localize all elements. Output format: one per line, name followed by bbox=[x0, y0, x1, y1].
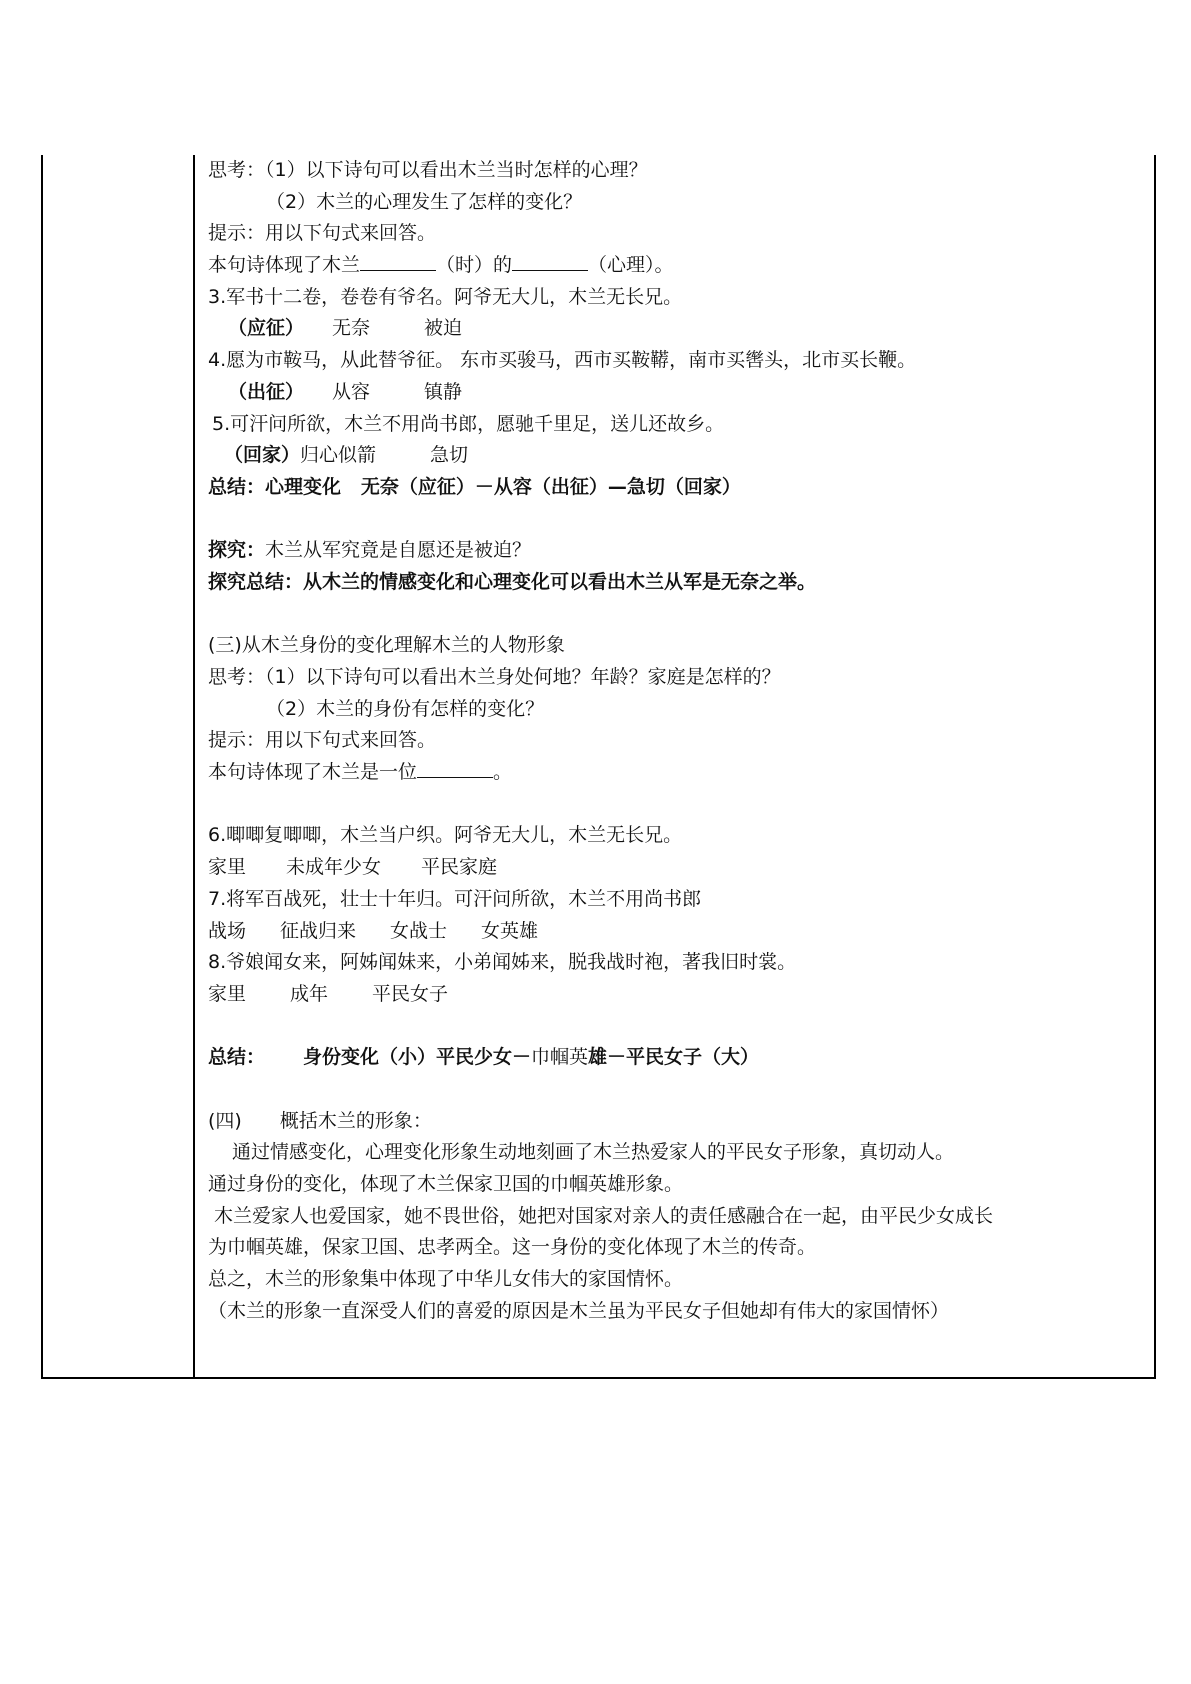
spacer bbox=[208, 504, 1144, 536]
conclusion-note: （木兰的形象一直深受人们的喜爱的原因是木兰虽为平民女子但她却有伟大的家国情怀） bbox=[208, 1299, 950, 1322]
document-table bbox=[41, 155, 1156, 1379]
answer-word: 女战士 bbox=[390, 919, 448, 942]
pattern-text-c: （心理）。 bbox=[588, 254, 674, 277]
conclusion-paragraph-3-cont: 为巾帼英雄，保家卫国、忠孝两全。这一身份的变化体现了木兰的传奇。 bbox=[208, 1236, 817, 1259]
answer-word: 家里 bbox=[208, 982, 247, 1005]
answer-line-6 bbox=[208, 852, 1144, 884]
sentence-pattern-1 bbox=[208, 250, 1144, 282]
explore-text: 木兰从军究竟是自愿还是被迫？ bbox=[265, 539, 532, 562]
pattern-text-e: 。 bbox=[493, 761, 513, 784]
poem-line-4: 4.愿为市鞍马，从此替爷征。 东市买骏马，西市买鞍鞯，南市买辔头，北市买长鞭。 bbox=[208, 349, 917, 372]
summary-text-b: 巾帼英 bbox=[531, 1046, 589, 1069]
fill-blank-mind bbox=[512, 250, 588, 271]
explore-question bbox=[208, 535, 1144, 567]
conclusion-paragraph-1: 通过情感变化，心理变化形象生动地刻画了木兰热爱家人的平民女子形象，真切动人。 bbox=[232, 1141, 955, 1164]
poem-line-6: 6.唧唧复唧唧，木兰当户织。阿爷无大儿，木兰无长兄。 bbox=[208, 824, 683, 847]
summary-text-a: 身份变化（小）平民少女－ bbox=[303, 1046, 532, 1069]
section-heading-3: (三)从木兰身份的变化理解木兰的人物形象 bbox=[208, 634, 565, 657]
lesson-content bbox=[208, 155, 1144, 1327]
section-heading-4 bbox=[208, 1106, 1144, 1138]
answer-word: 未成年少女 bbox=[286, 856, 382, 879]
column-divider bbox=[193, 155, 195, 1377]
pattern-text-b: （时）的 bbox=[436, 254, 513, 277]
answer-word: 镇静 bbox=[424, 380, 463, 403]
think-question-2: （2）木兰的心理发生了怎样的变化？ bbox=[266, 190, 583, 213]
conclusion-paragraph-4: 总之，木兰的形象集中体现了中华儿女伟大的家国情怀。 bbox=[208, 1268, 684, 1291]
answer-word: 女英雄 bbox=[481, 919, 539, 942]
answer-line-4 bbox=[208, 377, 1144, 409]
section-number: (四) bbox=[208, 1109, 242, 1132]
spacer bbox=[208, 599, 1144, 631]
poem-line-5: 5.可汗问所欲，木兰不用尚书郎，愿驰千里足，送儿还故乡。 bbox=[212, 412, 725, 435]
conclusion-paragraph-3: 木兰爱家人也爱国家，她不畏世俗，她把对国家对亲人的责任感融合在一起，由平民少女成长 bbox=[214, 1204, 994, 1227]
summary-mind-change: 总结：心理变化 无奈（应征）－从容（出征）—急切（回家） bbox=[208, 475, 741, 498]
stage-label-return: （回家） bbox=[224, 444, 301, 467]
answer-line-3 bbox=[208, 313, 1144, 345]
answer-word: 家里 bbox=[208, 856, 247, 879]
hint-line: 提示：用以下句式来回答。 bbox=[208, 222, 437, 245]
answer-word: 被迫 bbox=[424, 317, 463, 340]
answer-line-7 bbox=[208, 916, 1144, 948]
answer-line-5 bbox=[208, 440, 1144, 472]
answer-word: 战场 bbox=[208, 919, 247, 942]
fill-blank-identity bbox=[417, 757, 493, 778]
poem-line-3: 3.军书十二卷，卷卷有爷名。阿爷无大儿，木兰无长兄。 bbox=[208, 285, 683, 308]
spacer bbox=[208, 1074, 1144, 1106]
stage-label-depart: （出征） bbox=[228, 380, 305, 403]
explore-label: 探究： bbox=[208, 539, 266, 562]
hint-line-2: 提示：用以下句式来回答。 bbox=[208, 729, 437, 752]
spacer bbox=[208, 1011, 1144, 1043]
section-title: 概括木兰的形象： bbox=[279, 1109, 432, 1132]
answer-word: 平民女子 bbox=[372, 982, 449, 1005]
stage-label-enlist: （应征） bbox=[228, 317, 305, 340]
summary-identity-change bbox=[208, 1042, 1144, 1074]
summary-label: 总结： bbox=[208, 1046, 266, 1069]
sentence-pattern-2 bbox=[208, 757, 1144, 789]
think-question-1: 思考：（1）以下诗句可以看出木兰当时怎样的心理？ bbox=[208, 159, 648, 181]
answer-word: 平民家庭 bbox=[421, 856, 498, 879]
fill-blank-time bbox=[360, 250, 436, 271]
answer-word: 归心似箭 bbox=[300, 444, 377, 467]
conclusion-paragraph-2: 通过身份的变化，体现了木兰保家卫国的巾帼英雄形象。 bbox=[208, 1173, 684, 1195]
answer-word: 征战归来 bbox=[280, 919, 357, 942]
think-question-3: 思考：（1）以下诗句可以看出木兰身处何地？年龄？家庭是怎样的？ bbox=[208, 666, 781, 688]
think-question-4: （2）木兰的身份有怎样的变化？ bbox=[266, 697, 545, 720]
summary-text-c: 雄－平民女子（大） bbox=[588, 1046, 760, 1069]
pattern-text-a: 本句诗体现了木兰 bbox=[208, 254, 361, 277]
poem-line-8: 8.爷娘闻女来，阿姊闻妹来，小弟闻姊来，脱我战时袍，著我旧时裳。 bbox=[208, 951, 797, 974]
answer-word: 成年 bbox=[290, 982, 329, 1005]
answer-word: 无奈 bbox=[332, 317, 371, 340]
pattern-text-d: 本句诗体现了木兰是一位 bbox=[208, 761, 418, 784]
poem-line-7: 7.将军百战死，壮士十年归。可汗问所欲，木兰不用尚书郎 bbox=[208, 887, 702, 910]
explore-summary: 探究总结：从木兰的情感变化和心理变化可以看出木兰从军是无奈之举。 bbox=[208, 570, 817, 593]
spacer bbox=[208, 789, 1144, 821]
answer-word: 急切 bbox=[430, 444, 469, 467]
answer-line-8 bbox=[208, 979, 1144, 1011]
answer-word: 从容 bbox=[332, 380, 371, 403]
